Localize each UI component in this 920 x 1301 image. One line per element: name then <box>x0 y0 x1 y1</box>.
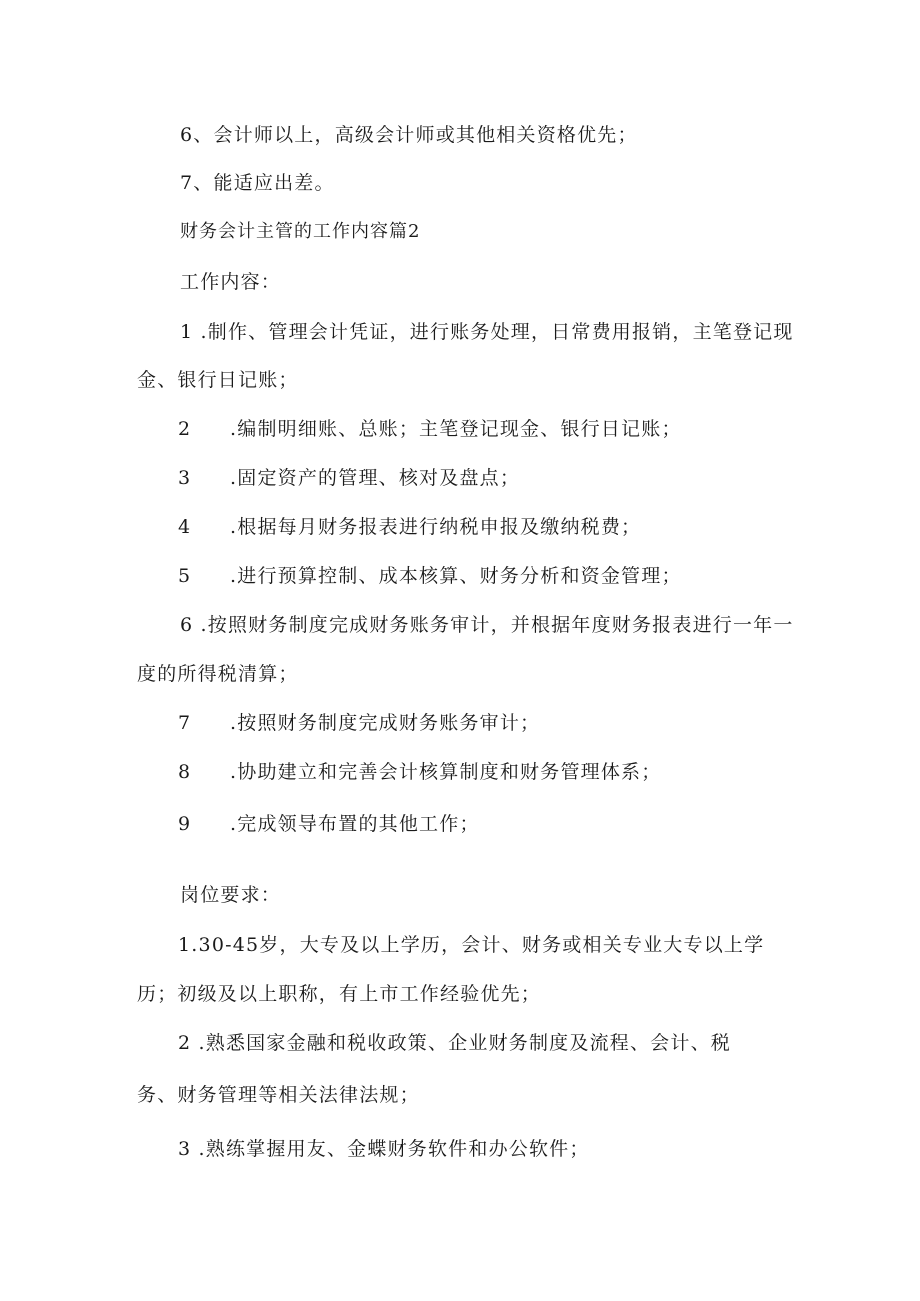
work-item-9-text: .完成领导布置的其他工作； <box>230 813 480 835</box>
work-item-3-text: .固定资产的管理、核对及盘点； <box>230 467 521 489</box>
work-item-4-number: 4 <box>178 516 191 538</box>
requirement-1-line-2: 历；初级及以上职称，有上市工作经验优先； <box>137 983 542 1005</box>
requirement-3-line-1: 3 .熟练掌握用友、金蝶财务软件和办公软件； <box>178 1138 590 1160</box>
work-item-6-line-1: 6 .按照财务制度完成财务账务审计，并根据年度财务报表进行一年一 <box>180 614 794 636</box>
work-item-8-number: 8 <box>178 761 191 783</box>
work-item-4-text: .根据每月财务报表进行纳税申报及缴纳税费； <box>230 516 642 538</box>
requirement-2-line-1: 2 .熟悉国家金融和税收政策、企业财务制度及流程、会计、税 <box>178 1032 731 1054</box>
work-item-5-text: .进行预算控制、成本核算、财务分析和资金管理； <box>230 565 682 587</box>
requirement-item-7: 7、能适应出差。 <box>180 172 335 194</box>
work-item-9-number: 9 <box>178 813 191 835</box>
section-title: 财务会计主管的工作内容篇2 <box>180 221 421 242</box>
work-item-2-text: .编制明细账、总账；主笔登记现金、银行日记账； <box>230 418 682 440</box>
requirement-2-line-2: 务、财务管理等相关法律法规； <box>137 1084 420 1106</box>
work-item-3-number: 3 <box>178 467 191 489</box>
requirement-1-line-1: 1.30-45岁，大专及以上学历，会计、财务或相关专业大专以上学 <box>178 934 765 956</box>
work-item-2-number: 2 <box>178 418 191 440</box>
work-heading: 工作内容： <box>180 271 282 293</box>
work-item-7-text: .按照财务制度完成财务账务审计； <box>230 712 541 734</box>
work-item-8-text: .协助建立和完善会计核算制度和财务管理体系； <box>230 761 662 783</box>
work-item-1-line-1: 1 .制作、管理会计凭证，进行账务处理，日常费用报销，主笔登记现 <box>180 321 794 343</box>
work-item-1-line-2: 金、银行日记账； <box>137 369 299 391</box>
work-item-6-line-2: 度的所得税清算； <box>137 663 299 685</box>
work-item-7-number: 7 <box>178 712 191 734</box>
requirements-heading: 岗位要求： <box>180 884 282 906</box>
work-item-5-number: 5 <box>178 565 191 587</box>
requirement-item-6: 6、会计师以上，高级会计师或其他相关资格优先； <box>180 124 638 146</box>
